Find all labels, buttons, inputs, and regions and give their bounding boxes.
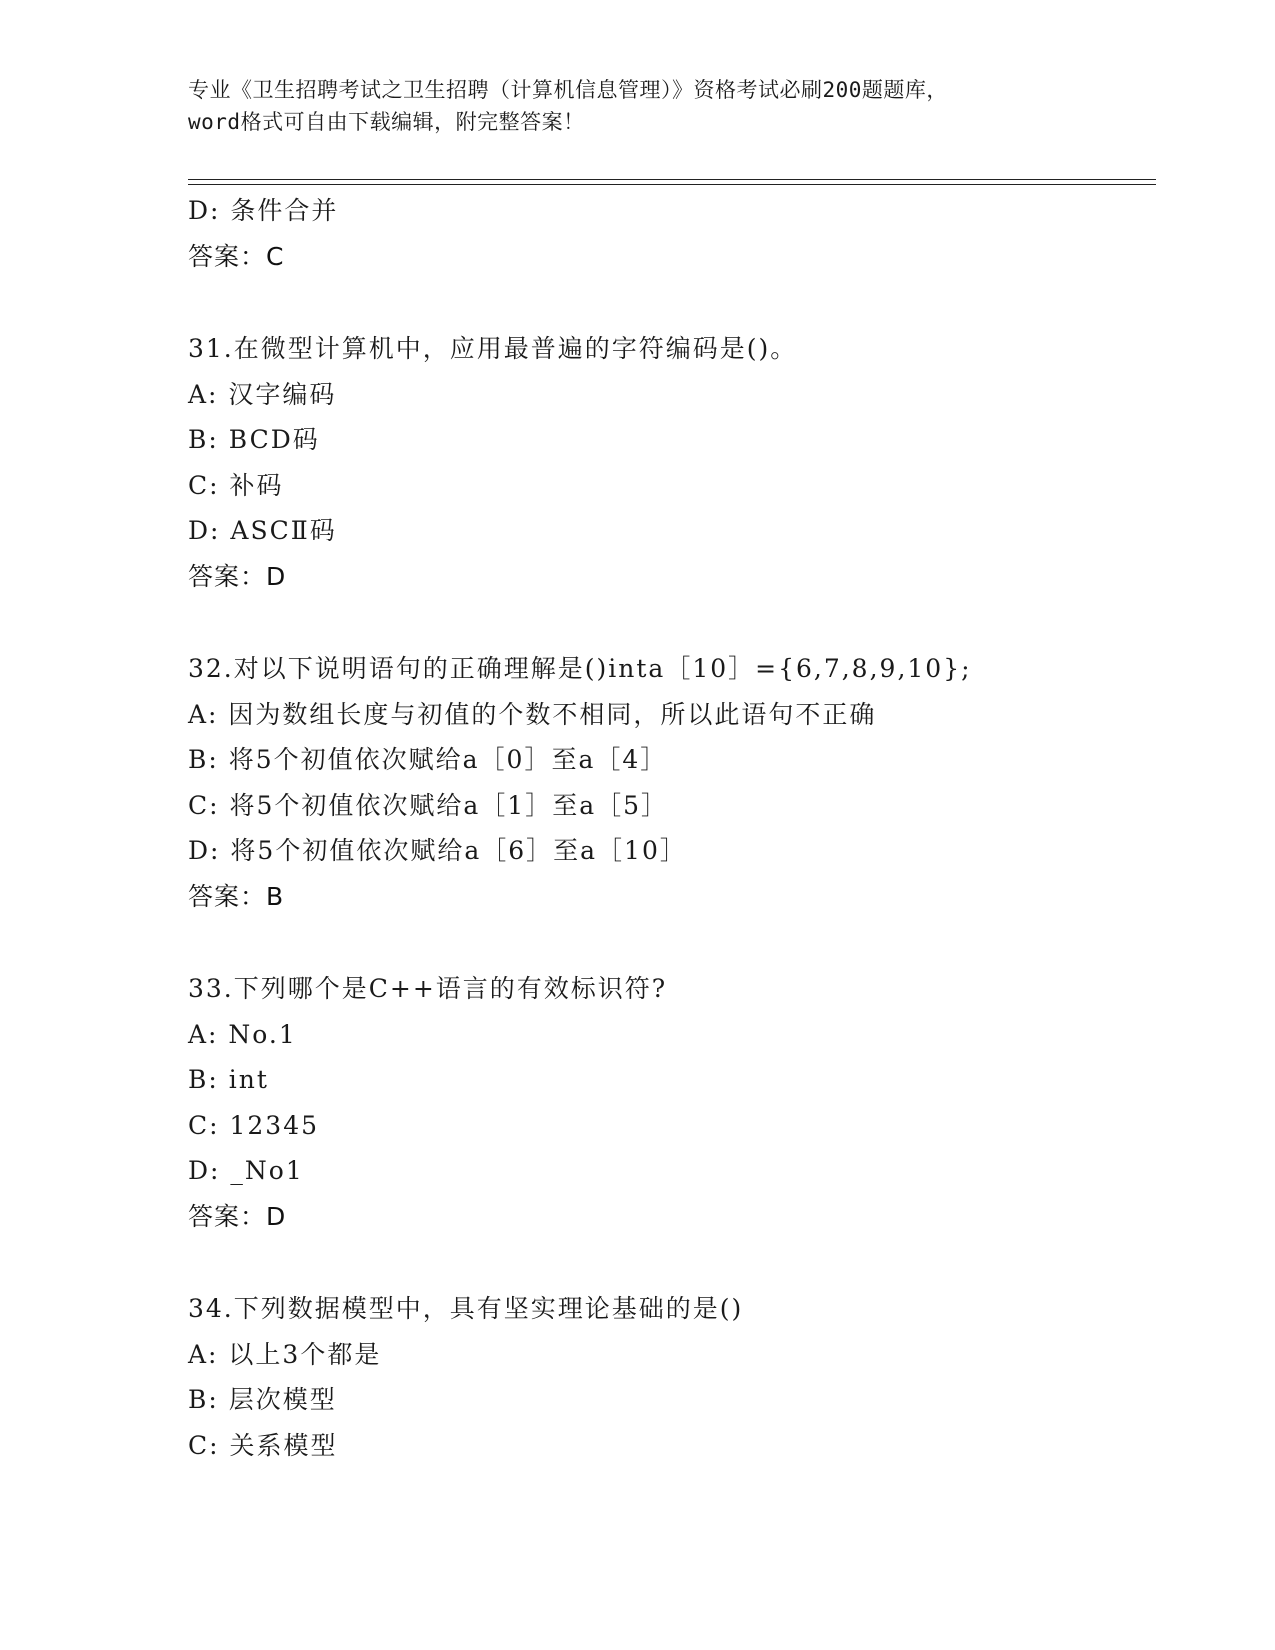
answer-line: 答案：C [188, 241, 285, 271]
option-d: D: 将5个初值依次赋给a［6］至a［10］ [188, 836, 687, 865]
option-c: C: 补码 [188, 470, 284, 500]
option-b: B: 将5个初值依次赋给a［0］至a［4］ [188, 745, 668, 774]
question-34 [188, 1286, 1168, 1468]
option-a: A: 因为数组长度与初值的个数不相同，所以此语句不正确 [188, 699, 877, 729]
option-b: B: BCD码 [188, 425, 320, 454]
option-c: C: 12345 [188, 1110, 320, 1140]
answer-line: 答案：D [188, 1201, 287, 1231]
option-d: D: 条件合并 [188, 196, 339, 225]
header-line-2: word格式可自由下载编辑，附完整答案！ [188, 110, 585, 134]
answer-line: 答案：D [188, 561, 287, 591]
option-c: C: 关系模型 [188, 1430, 338, 1460]
header-line-1: 专业《卫生招聘考试之卫生招聘（计算机信息管理）》资格考试必刷200题题库， [188, 78, 948, 102]
option-c: C: 将5个初值依次赋给a［1］至a［5］ [188, 790, 669, 820]
option-a: A: 汉字编码 [188, 379, 337, 409]
option-b: B: 层次模型 [188, 1385, 337, 1414]
option-a: A: 以上3个都是 [188, 1339, 382, 1369]
option-d: D: _No1 [188, 1156, 304, 1185]
option-d: D: ASCⅡ码 [188, 516, 337, 545]
document-header [188, 74, 1088, 138]
option-b: B: int [188, 1065, 269, 1094]
question-stem: 31.在微型计算机中，应用最普遍的字符编码是()。 [188, 334, 798, 363]
answer-line: 答案：B [188, 881, 285, 911]
header-rule-bottom [188, 184, 1156, 185]
question-stem: 32.对以下说明语句的正确理解是()inta［10］={6,7,8,9,10}; [188, 654, 972, 683]
document-body [188, 188, 1168, 1468]
header-rule-top [188, 179, 1156, 180]
question-stem: 34.下列数据模型中，具有坚实理论基础的是() [188, 1294, 744, 1323]
question-stem: 33.下列哪个是C++语言的有效标识符? [188, 974, 668, 1003]
question-32 [188, 646, 1168, 919]
option-a: A: No.1 [188, 1019, 297, 1049]
question-33 [188, 966, 1168, 1239]
question-31 [188, 326, 1168, 599]
